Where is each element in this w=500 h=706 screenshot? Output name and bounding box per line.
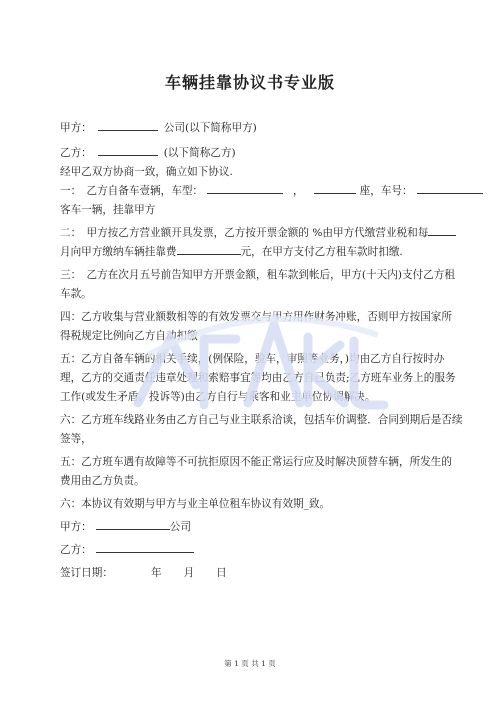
party-b-label: 乙方：: [60, 147, 92, 159]
clause3-line2: 车款。: [60, 288, 92, 300]
clause7-line2: 费用由乙方负责。: [60, 475, 145, 487]
clause2-text-b: 元，在甲方支付乙方租车款时扣缴.: [240, 246, 403, 258]
clause5-line1: 五：乙方自备车辆的相关手续，(例保险，验车，审照等业务，)均由乙方自行按时办: [60, 353, 445, 365]
sign-party-b-blank: [96, 541, 194, 553]
party-b-line: [60, 144, 444, 163]
party-a-suffix: 公司(以下简称甲方): [163, 122, 257, 134]
clause2-text: 二： 甲方按乙方营业额开具发票，乙方按开票金额的 %由甲方代缴营业税和每: [60, 227, 429, 239]
sign-party-a-blank: [96, 518, 170, 530]
clause1-text-a: 一： 乙方自备车壹辆，车型：: [60, 185, 204, 197]
page-footer: 第 1 页 共 1 页: [224, 659, 276, 668]
fee-blank-1: [428, 224, 456, 236]
sign-party-b-label: 乙方：: [60, 544, 92, 556]
sign-month: 月: [183, 567, 195, 579]
clause2-line2: [60, 243, 444, 262]
sign-day: 日: [216, 567, 227, 579]
sign-year: 年: [150, 567, 162, 579]
clause6-line1: 六：乙方班车线路业务由乙方自己与业主联系洽谈，包括车价调整．合同到期后是否续: [60, 414, 463, 426]
sign-party-b: [60, 541, 444, 560]
clause1-line1: [60, 182, 444, 201]
clause1-text-c: 座，车号：: [359, 185, 413, 197]
sign-date: [60, 564, 444, 583]
clause1-text-b: ，: [293, 185, 304, 197]
document-body: [60, 119, 463, 583]
clause5-line2: 理，乙方的交通责任违章处理和索赔事宜等均由乙方自己负责;乙方班车业务上的服务: [60, 372, 456, 384]
party-b-suffix: (以下简称乙方): [163, 147, 236, 159]
clause6-line2: 签等，: [60, 433, 92, 445]
clause7-line1: 五：乙方班车遇有故障等不可抗拒原因不能正常运行应及时解决顶替车辆，所发生的: [60, 456, 452, 468]
party-a-label: 甲方：: [60, 122, 92, 134]
clause3-line1: 三： 乙方在次月五号前告知甲方开票金额，租车款到帐后，甲方(十天内)支付乙方租: [60, 269, 455, 281]
seat-count-blank: [314, 182, 356, 194]
car-model-blank: [207, 182, 283, 194]
sign-party-a: [60, 518, 444, 537]
clause4-line1: 四：乙方收集与营业额数相等的有效发票交与甲方用作财务冲账，否则甲方按国家所: [60, 311, 452, 323]
party-a-blank: [98, 119, 158, 131]
plate-number-blank: [417, 182, 483, 194]
clause8-line: 六：本协议有效期与甲方与业主单位租车协议有效期_致。: [60, 498, 331, 510]
clause4-line2: 得税规定比例向乙方自动扣缴: [60, 330, 198, 342]
sign-party-a-label: 甲方：: [60, 521, 92, 533]
fee-blank-2: [177, 243, 241, 255]
party-b-blank: [98, 144, 158, 156]
party-a-line: [60, 119, 444, 138]
document-title: 车辆挂靠协议书专业版: [164, 73, 335, 92]
sign-party-a-suffix: 公司: [169, 521, 191, 533]
intro-line: 经甲乙双方协商一致，确立如下协议.: [60, 166, 233, 178]
clause5-line3: 工作(或发生矛盾。投诉等)由乙方自行与乘客和业主单位协调解决。: [60, 391, 376, 403]
clause1-line2: 客车一辆，挂靠甲方: [60, 204, 156, 216]
clause2-text-a: 月向甲方缴纳车辆挂靠费: [60, 246, 177, 258]
sign-date-label: 签订日期：: [60, 567, 113, 579]
clause2-line1: [60, 224, 444, 243]
